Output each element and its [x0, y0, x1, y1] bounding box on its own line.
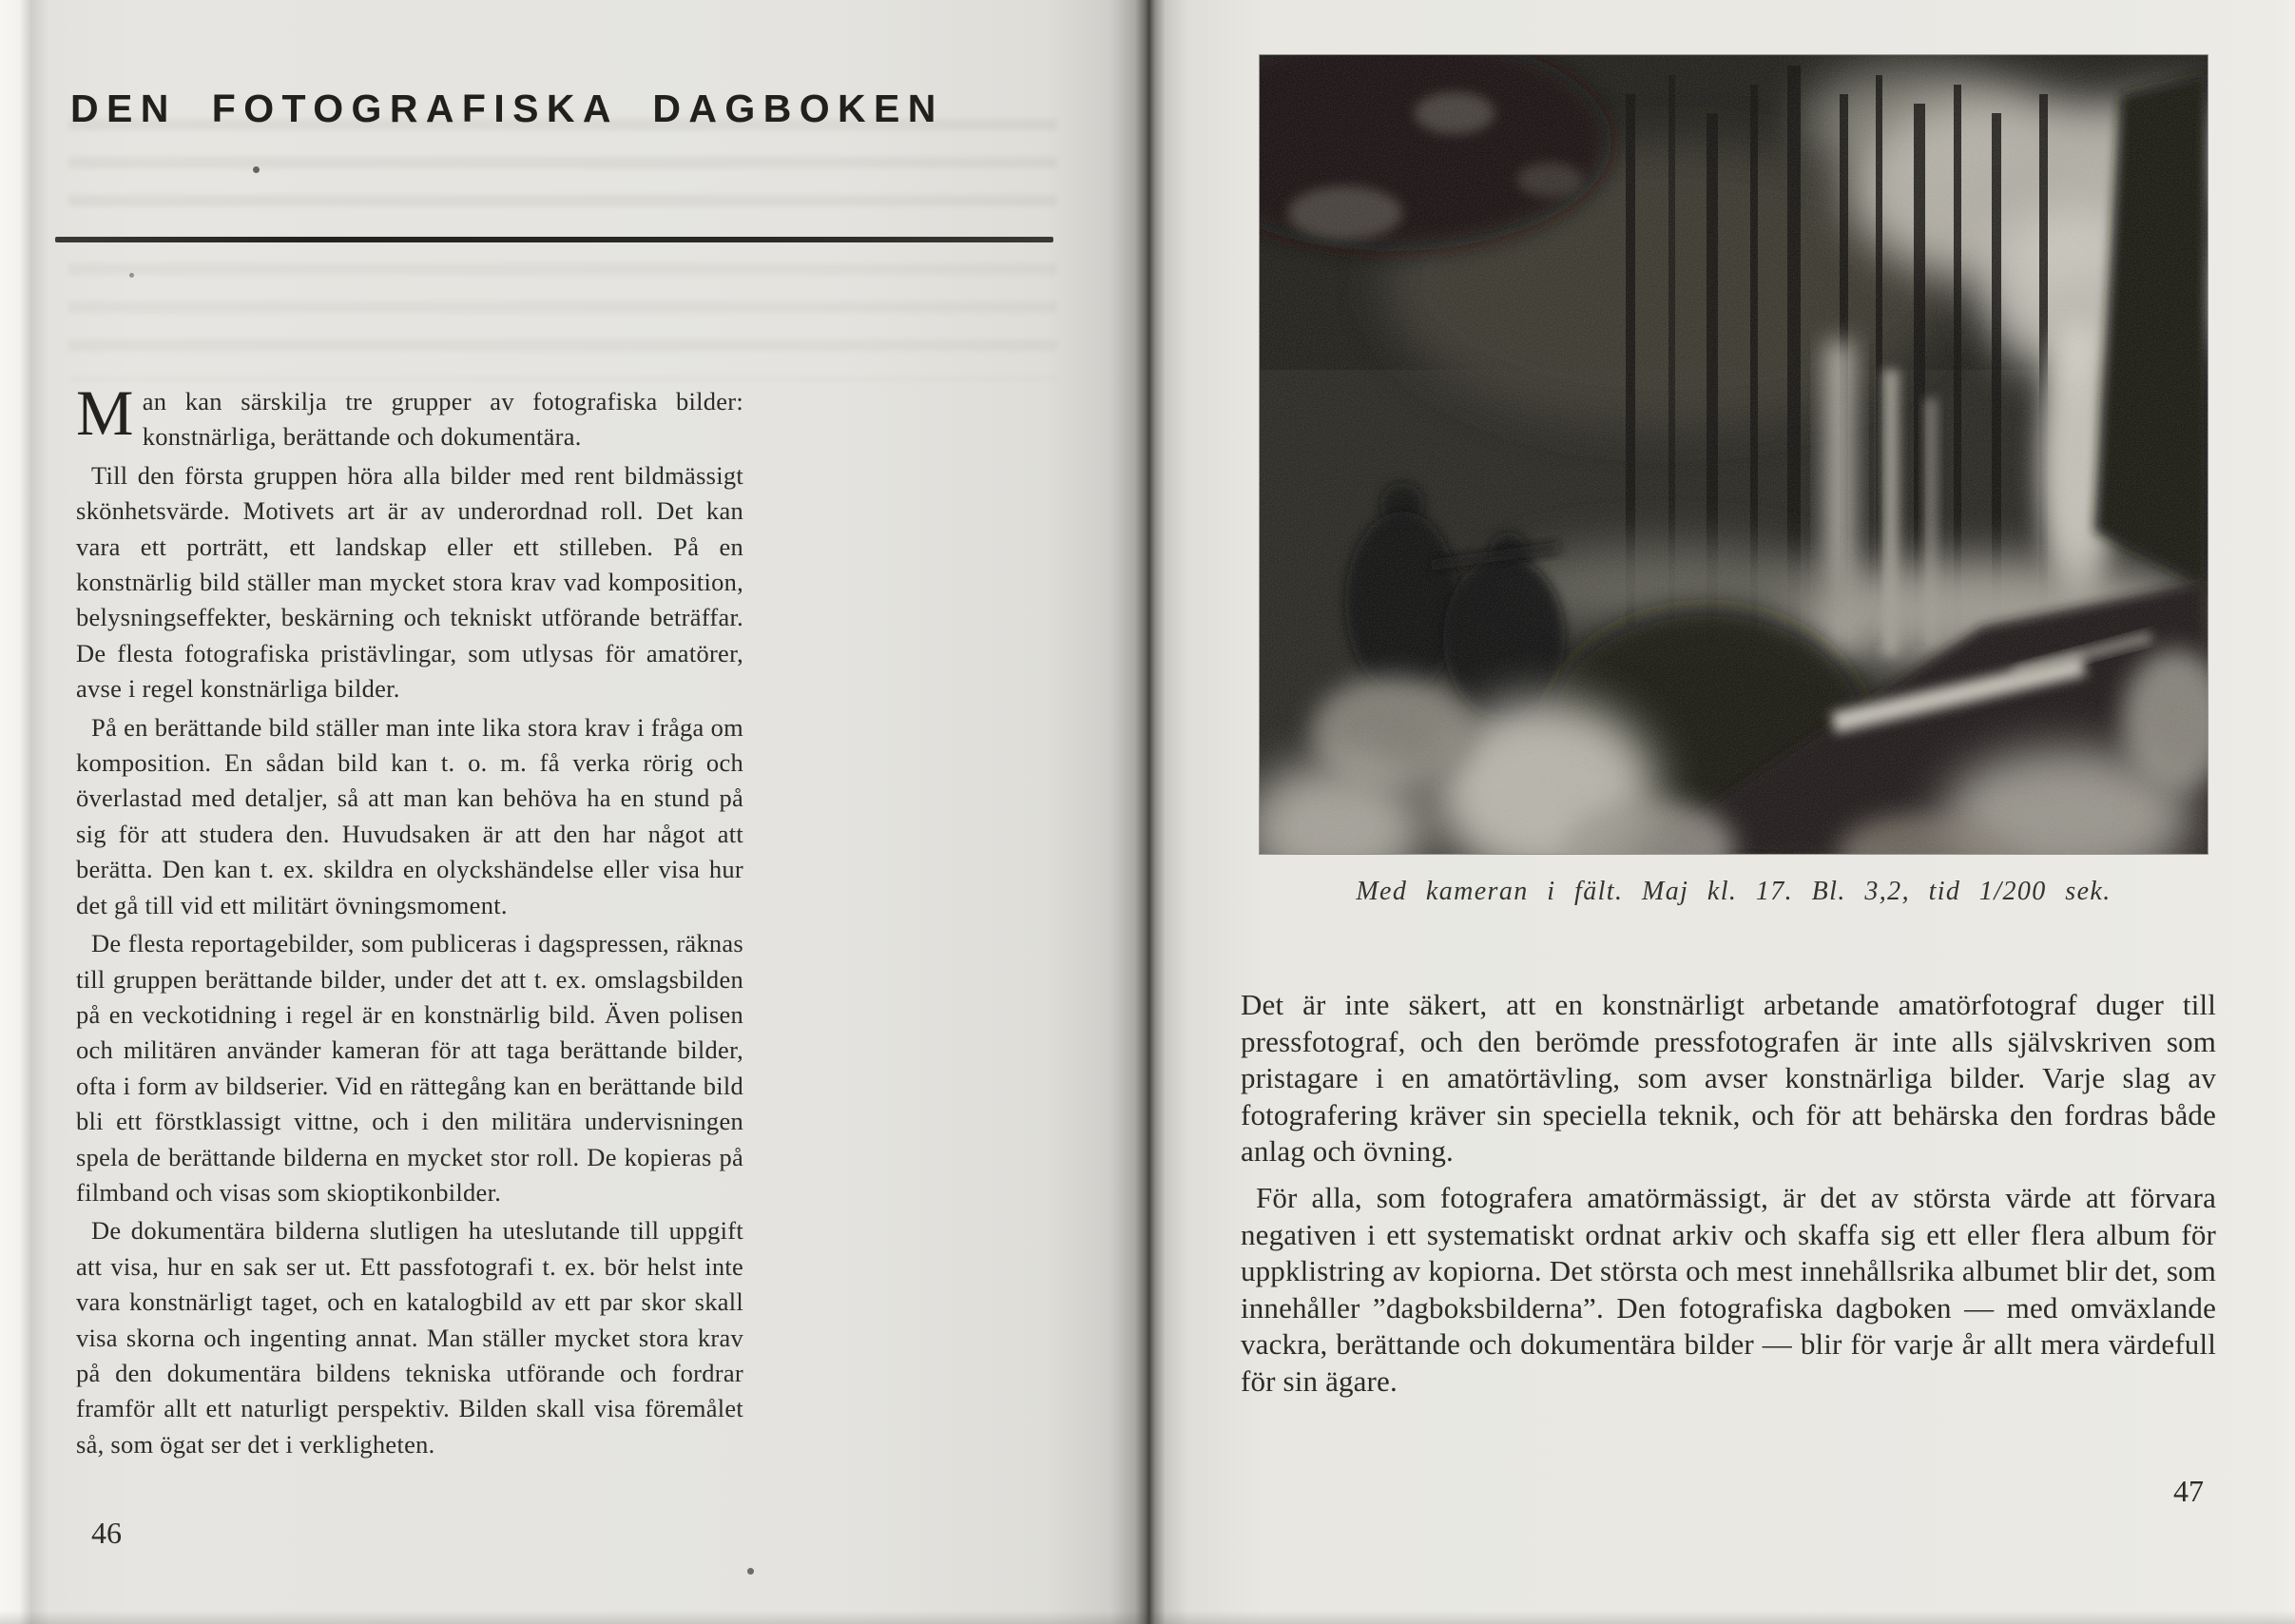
- body-text-right: [1241, 987, 2216, 1410]
- drop-cap: M: [76, 377, 134, 449]
- paragraph: För alla, som fotografera amatörmässigt, är det av största värde att förvara negativen i ett systematiskt ordnat arkiv och skaffa sig ett eller flera album för uppklistring av kopiorna. Det största och mest innehållsrika albumet blir det, som innehåller ”dagboksbilderna”. Den fotografiska dagboken — med omväxlande vackra, berättande och dokumentära bilder — blir för varje år allt mera värdefull för sin ägare.: [1241, 1180, 2216, 1398]
- paragraph: Till den första gruppen höra alla bilder med rent bildmässigt skönhetsvärde. Motivets art är av underordnad roll. Det kan vara ett porträtt, ett landskap eller ett stilleben. På en konstnärlig bild ställer man mycket stora krav vad komposition, belysningseffekter, beskärning och tekniskt utförande beträffar. De flesta fotografiska pristävlingar, som utlysas för amatörer, avse i regel konstnärliga bilder.: [76, 460, 743, 704]
- page-number-left: 46: [91, 1516, 122, 1550]
- scan-bottom-shade: [0, 1611, 2295, 1624]
- paragraph: [76, 377, 743, 455]
- page-number-right: 47: [2173, 1474, 2204, 1508]
- paragraph: Det är inte säkert, att en konstnärligt arbetande amatörfotograf duger till pressfotograf, och den berömde pressfotografen är inte alls självskriven som pristagare i en amatörtävling, som avser konstnärliga bilder. Varje slag av fotografering kräver sin speciella teknik, och för att behärska den fordras både anlag och övning.: [1241, 988, 2216, 1169]
- ink-speck: [253, 166, 260, 173]
- photo-forest-fire: [1260, 55, 2208, 854]
- paragraph: De dokumentära bilderna slutligen ha uteslutande till uppgift att visa, hur en sak ser ut. Ett passfotografi t. ex. bör helst inte vara konstnärligt taget, och en katalogbild av ett par skor skall visa skorna och ingenting annat. Man ställer mycket stora krav på den dokumentära bildens tekniska utförande och fordrar framför allt ett naturligt perspektiv. Bilden skall visa föremålet så, som ögat ser det i verkligheten.: [76, 1216, 743, 1459]
- show-through-texture: [68, 255, 1057, 380]
- photo-caption: Med kameran i fält. Maj kl. 17. Bl. 3,2, tid 1/200 sek.: [1356, 877, 2112, 906]
- title-rule: [55, 237, 1053, 242]
- paragraph: På en berättande bild ställer man inte lika stora krav i fråga om komposition. En sådan bild kan t. o. m. få verka rörig och överlastad med detaljer, så att man kan behöva ha en stund på sig för att studera den. Huvudsaken är att den har något att berätta. Den kan t. ex. skildra en olyckshändelse eller visa hur det gå till vid ett militärt övningsmoment.: [76, 712, 743, 919]
- photo-image: [1260, 55, 2208, 854]
- ink-speck: [747, 1568, 754, 1575]
- paragraph-text: an kan särskilja tre grupper av fotografiska bilder: konstnärliga, berättande och dokumentära.: [142, 387, 743, 452]
- paragraph: De flesta reportagebilder, som publiceras i dagspressen, räknas till gruppen berättande bilder, under det att t. ex. omslagsbilden på en veckotidning i regel är en konstnärlig bild. Även polisen och militären använder kameran för att taga berättande bilder, ofta i form av bildserier. Vid en rättegång kan en berättande bild bli ett förstklassigt vittne, och i den militära undervisningen spela de berättande bilderna en mycket stor roll. De kopieras på filmband och visas som skioptikonbilder.: [76, 929, 743, 1207]
- ink-speck: [129, 273, 134, 278]
- page-title: DEN FOTOGRAFISKA DAGBOKEN: [70, 87, 944, 131]
- film-grain: [1260, 56, 2208, 853]
- body-text-left: [76, 377, 743, 1465]
